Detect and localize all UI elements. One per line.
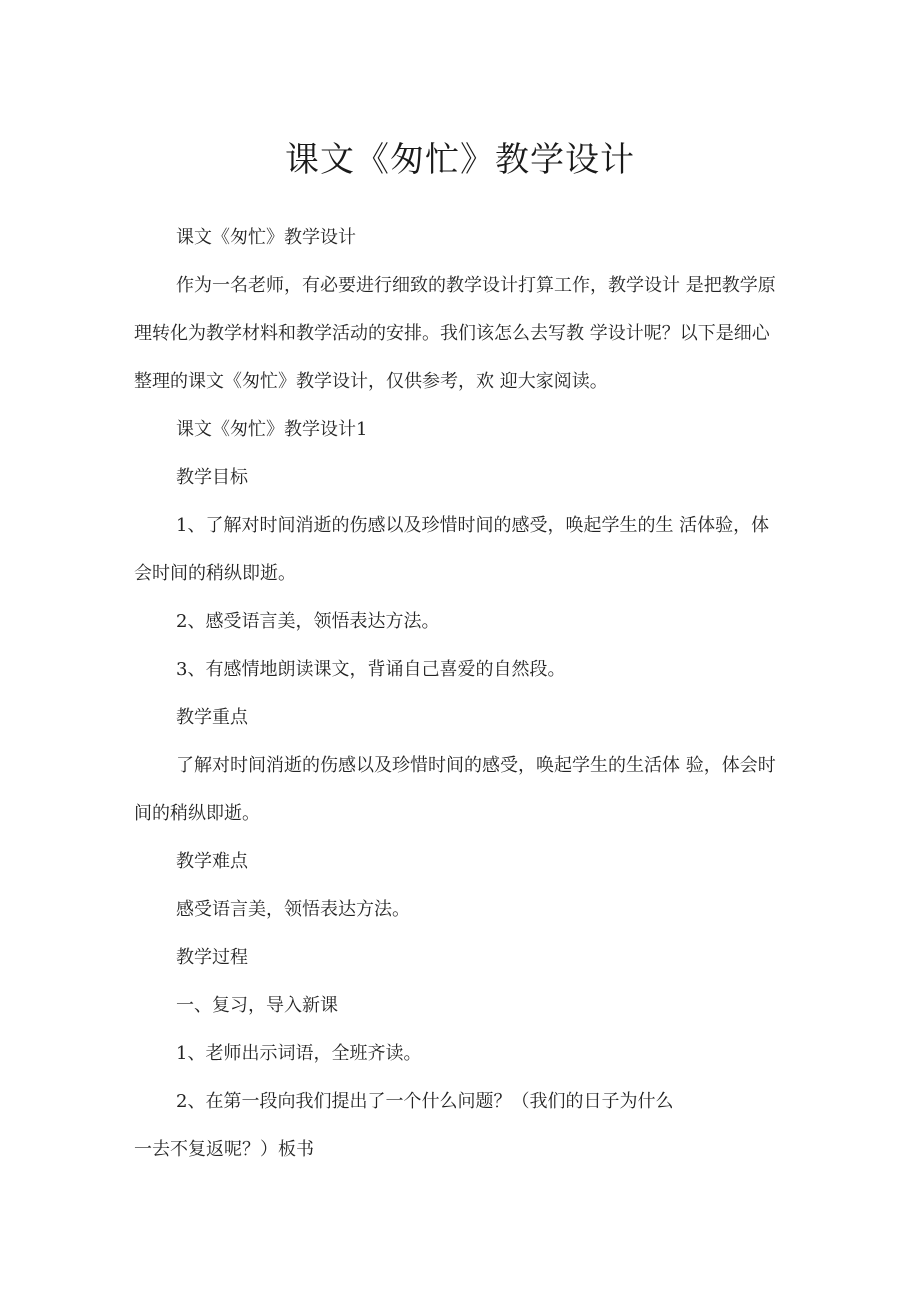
document-title: 课文《匆忙》教学设计 — [285, 140, 635, 180]
paragraph-line: 课文《匆忙》教学设计1 — [176, 419, 368, 440]
paragraph-line: 感受语言美，领悟表达方法。 — [176, 899, 410, 920]
difficulties-text — [134, 898, 794, 922]
paragraph-line: 理转化为教学材料和教学活动的安排。我们该怎么去写教 学设计呢？以下是细心 — [134, 323, 770, 344]
section-heading-key-points — [134, 706, 794, 730]
section-heading-difficulties — [134, 850, 794, 874]
paragraph-line: 一、复习，导入新课 — [176, 995, 338, 1016]
paragraph-line: 1、了解对时间消逝的伤感以及珍惜时间的感受，唤起学生的生 活体验，体 — [176, 515, 770, 536]
paragraph-intro — [134, 274, 794, 394]
process-item-1 — [134, 1042, 794, 1066]
paragraph-line: 了解对时间消逝的伤感以及珍惜时间的感受，唤起学生的生活体 验，体会时 — [176, 755, 776, 776]
paragraph-line: 会时间的稍纵即逝。 — [134, 563, 296, 584]
paragraph-line: 一去不复返呢？）板书 — [134, 1139, 314, 1160]
process-step-review — [134, 994, 794, 1018]
goal-item-1 — [134, 514, 794, 586]
process-item-2 — [134, 1090, 794, 1162]
section-heading-goals — [134, 466, 794, 490]
paragraph-line: 2、在第一段向我们提出了一个什么问题？（我们的日子为什么 — [176, 1091, 674, 1112]
paragraph-line: 1、老师出示词语，全班齐读。 — [176, 1043, 422, 1064]
goal-item-3 — [134, 658, 794, 682]
paragraph-line: 教学过程 — [176, 947, 248, 968]
paragraph-line: 整理的课文《匆忙》教学设计，仅供参考，欢 迎大家阅读。 — [134, 371, 608, 392]
section-heading-design-1 — [134, 418, 794, 442]
paragraph-heading-repeat — [134, 226, 794, 250]
paragraph-line: 3、有感情地朗读课文，背诵自己喜爱的自然段。 — [176, 659, 566, 680]
paragraph-line: 教学重点 — [176, 707, 248, 728]
paragraph-line: 教学难点 — [176, 851, 248, 872]
paragraph-line: 教学目标 — [176, 467, 248, 488]
key-points-text — [134, 754, 794, 826]
paragraph-line: 2、感受语言美，领悟表达方法。 — [176, 611, 440, 632]
paragraph-line: 作为一名老师，有必要进行细致的教学设计打算工作，教学设计 是把教学原 — [176, 275, 776, 296]
paragraph-line: 间的稍纵即逝。 — [134, 803, 260, 824]
goal-item-2 — [134, 610, 794, 634]
paragraph-line: 课文《匆忙》教学设计 — [176, 227, 356, 248]
section-heading-process — [134, 946, 794, 970]
